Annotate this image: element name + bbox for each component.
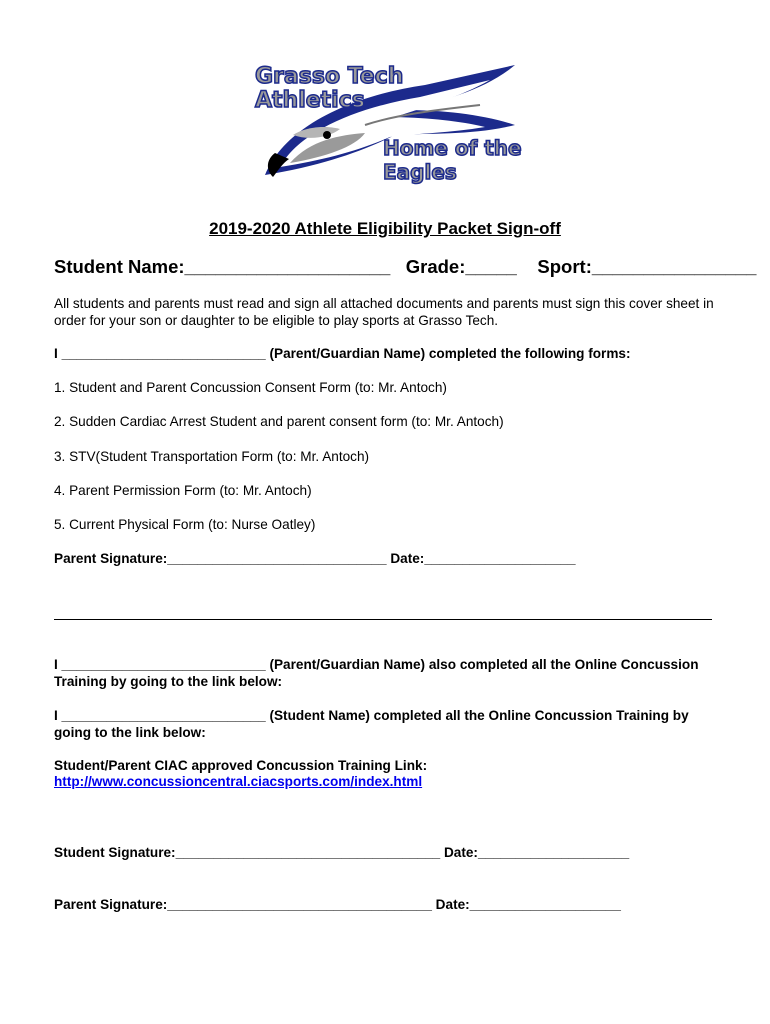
student-online-training-statement[interactable]: I ___________________________ (Student Name) completed all the Online Concussion Training by going to the link below: (54, 708, 689, 740)
form-item-4: 4. Parent Permission Form (to: Mr. Antoch) (54, 483, 312, 498)
logo-text-2: Athletics (255, 88, 365, 113)
completed-forms-statement: I ___________________________ (Parent/Guardian Name) completed the following forms: (54, 346, 631, 361)
parent-online-training-statement[interactable]: I ___________________________ (Parent/Guardian Name) also completed all the Online Concussion Training by going to the link below: (54, 657, 699, 689)
grasso-tech-logo (245, 55, 525, 200)
form-item-5: 5. Current Physical Form (to: Nurse Oatley) (54, 517, 316, 532)
section-divider (54, 619, 712, 620)
eagle-logo-graphic (245, 55, 525, 200)
student-signature-line[interactable]: Student Signature:___________________________________ Date:____________________ (54, 845, 630, 860)
training-link-container (54, 773, 422, 790)
form-item-3: 3. STV(Student Transportation Form (to: Mr. Antoch) (54, 449, 370, 464)
training-link-label: Student/Parent CIAC approved Concussion Training Link: (54, 758, 428, 773)
parent-signature-line-2[interactable]: Parent Signature:___________________________________ Date:____________________ (54, 897, 621, 912)
page-title: 2019-2020 Athlete Eligibility Packet Sign-off (209, 219, 561, 238)
intro-text: All students and parents must read and sign all attached documents and parents must sign this cover sheet in order for your son or daughter to be eligible to play sports at Grasso Tech. (54, 296, 714, 328)
concussion-training-link[interactable]: http://www.concussioncentral.ciacsports.com/index.html (54, 774, 423, 789)
form-item-2: 2. Sudden Cardiac Arrest Student and parent consent form (to: Mr. Antoch) (54, 414, 504, 429)
logo-text-4: Eagles (383, 160, 457, 184)
logo-text-3: Home of the (383, 136, 522, 160)
student-info-line (54, 256, 756, 278)
logo-text-1: Grasso Tech (255, 64, 404, 89)
form-item-1: 1. Student and Parent Concussion Consent Form (to: Mr. Antoch) (54, 380, 447, 395)
grade-field[interactable]: Grade:_____ (405, 256, 517, 277)
sport-field[interactable]: Sport:________________ (537, 256, 757, 277)
parent-signature-line-1[interactable]: Parent Signature:_____________________________ Date:____________________ (54, 551, 576, 566)
student-name-field[interactable]: Student Name:____________________ (54, 256, 391, 277)
parent-name-blank[interactable]: ___________________________ (61, 346, 266, 361)
